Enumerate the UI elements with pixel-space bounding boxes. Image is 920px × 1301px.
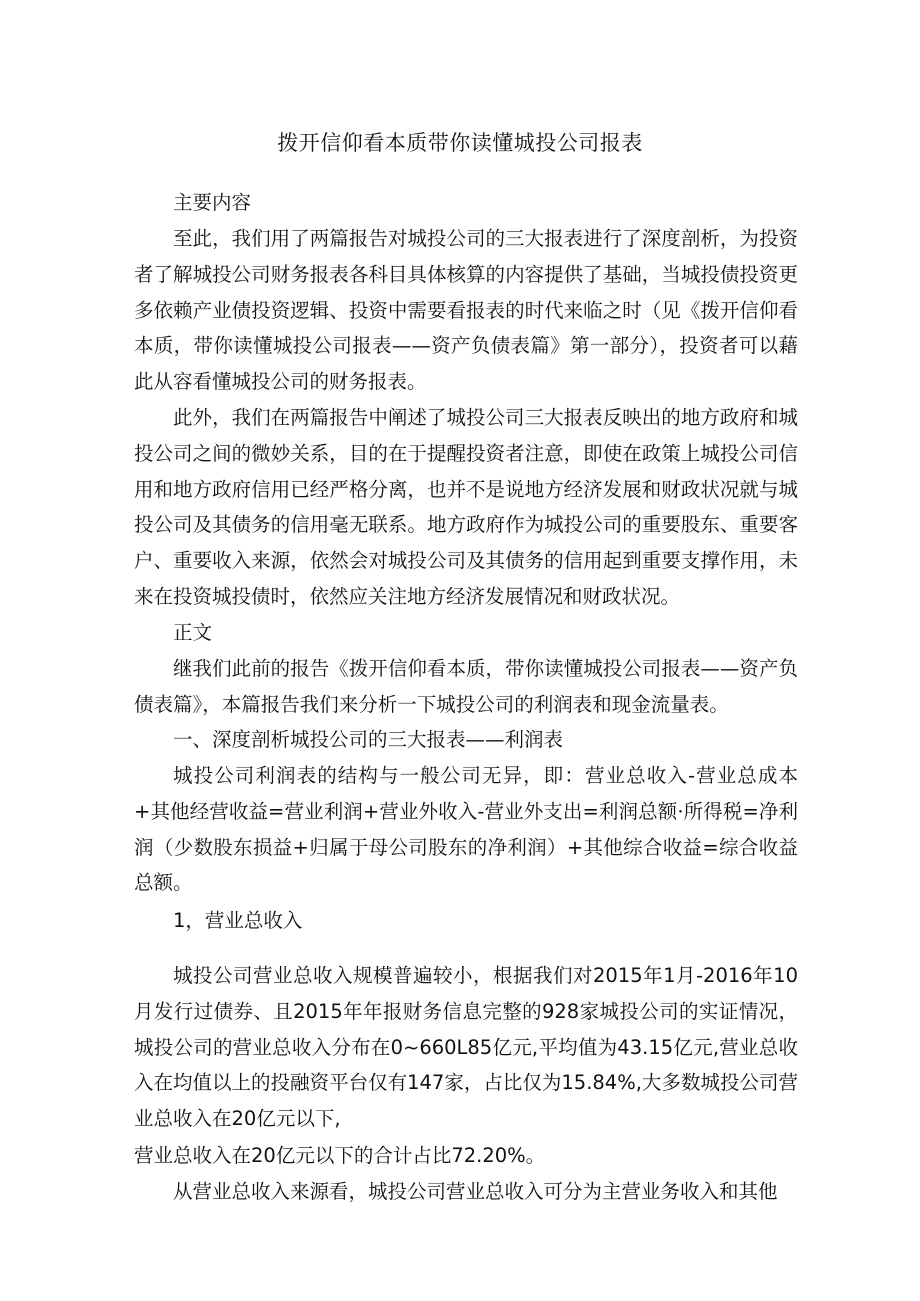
section-heading-income-statement: 一、深度剖析城投公司的三大报表——利润表 bbox=[173, 728, 564, 751]
paragraph-income-structure: 城投公司利润表的结构与一般公司无异，即：营业总收入-营业总成本+其他经营收益=营业利润+营业外收入-营业外支出=利润总额·所得税=净利润（少数股东损益+归属于母公司股东的净利润）+其他综合收益=综合收益总额。 bbox=[134, 764, 798, 895]
document-title: 拨开信仰看本质带你读懂城投公司报表 bbox=[277, 131, 643, 155]
paragraph-intro: 至此，我们用了两篇报告对城投公司的三大报表进行了深度剖析，为投资者了解城投公司财务报表各科目具体核算的内容提供了基础，当城投债投资更多依赖产业债投资逻辑、投资中需要看报表的时代来临之时（见《拨开信仰看本质，带你读懂城投公司报表——资产负债表篇》第一部分），投资者可以藉此从容看懂城投公司的财务报表。 bbox=[134, 227, 798, 394]
paragraph-revenue-sources: 从营业总收入来源看，城投公司营业总收入可分为主营业务收入和其他 bbox=[173, 1180, 778, 1203]
heading-main-content: 主要内容 bbox=[173, 191, 252, 214]
paragraph-revenue-share: 营业总收入在20亿元以下的合计占比72.20%。 bbox=[134, 1144, 546, 1167]
paragraph-previous-report: 继我们此前的报告《拨开信仰看本质，带你读懂城投公司报表——资产负债表篇》，本篇报告我们来分析一下城投公司的利润表和现金流量表。 bbox=[134, 657, 798, 716]
paragraph-relationship: 此外，我们在两篇报告中阐述了城投公司三大报表反映出的地方政府和城投公司之间的微妙关系，目的在于提醒投资者注意，即使在政策上城投公司信用和地方政府信用已经严格分离，也并不是说地方经济发展和财政状况就与城投公司及其债务的信用毫无联系。地方政府作为城投公司的重要股东、重要客户、重要收入来源，依然会对城投公司及其债务的信用起到重要支撑作用，未来在投资城投债时，依然应关注地方经济发展情况和财政状况。 bbox=[134, 406, 798, 608]
paragraph-revenue-statistics: 城投公司营业总收入规模普遍较小，根据我们对2015年1月-2016年10月发行过债券、且2015年年报财务信息完整的928家城投公司的实证情况，城投公司的营业总收入分布在0~660L85亿元,平均值为43.15亿元,营业总收入在均值以上的投融资平台仅有147家，占比仅为15.84%,大多数城投公司营业总收入在20亿元以下, bbox=[134, 964, 798, 1131]
subheading-total-revenue: 1，营业总收入 bbox=[173, 909, 303, 932]
heading-body: 正文 bbox=[173, 621, 213, 644]
